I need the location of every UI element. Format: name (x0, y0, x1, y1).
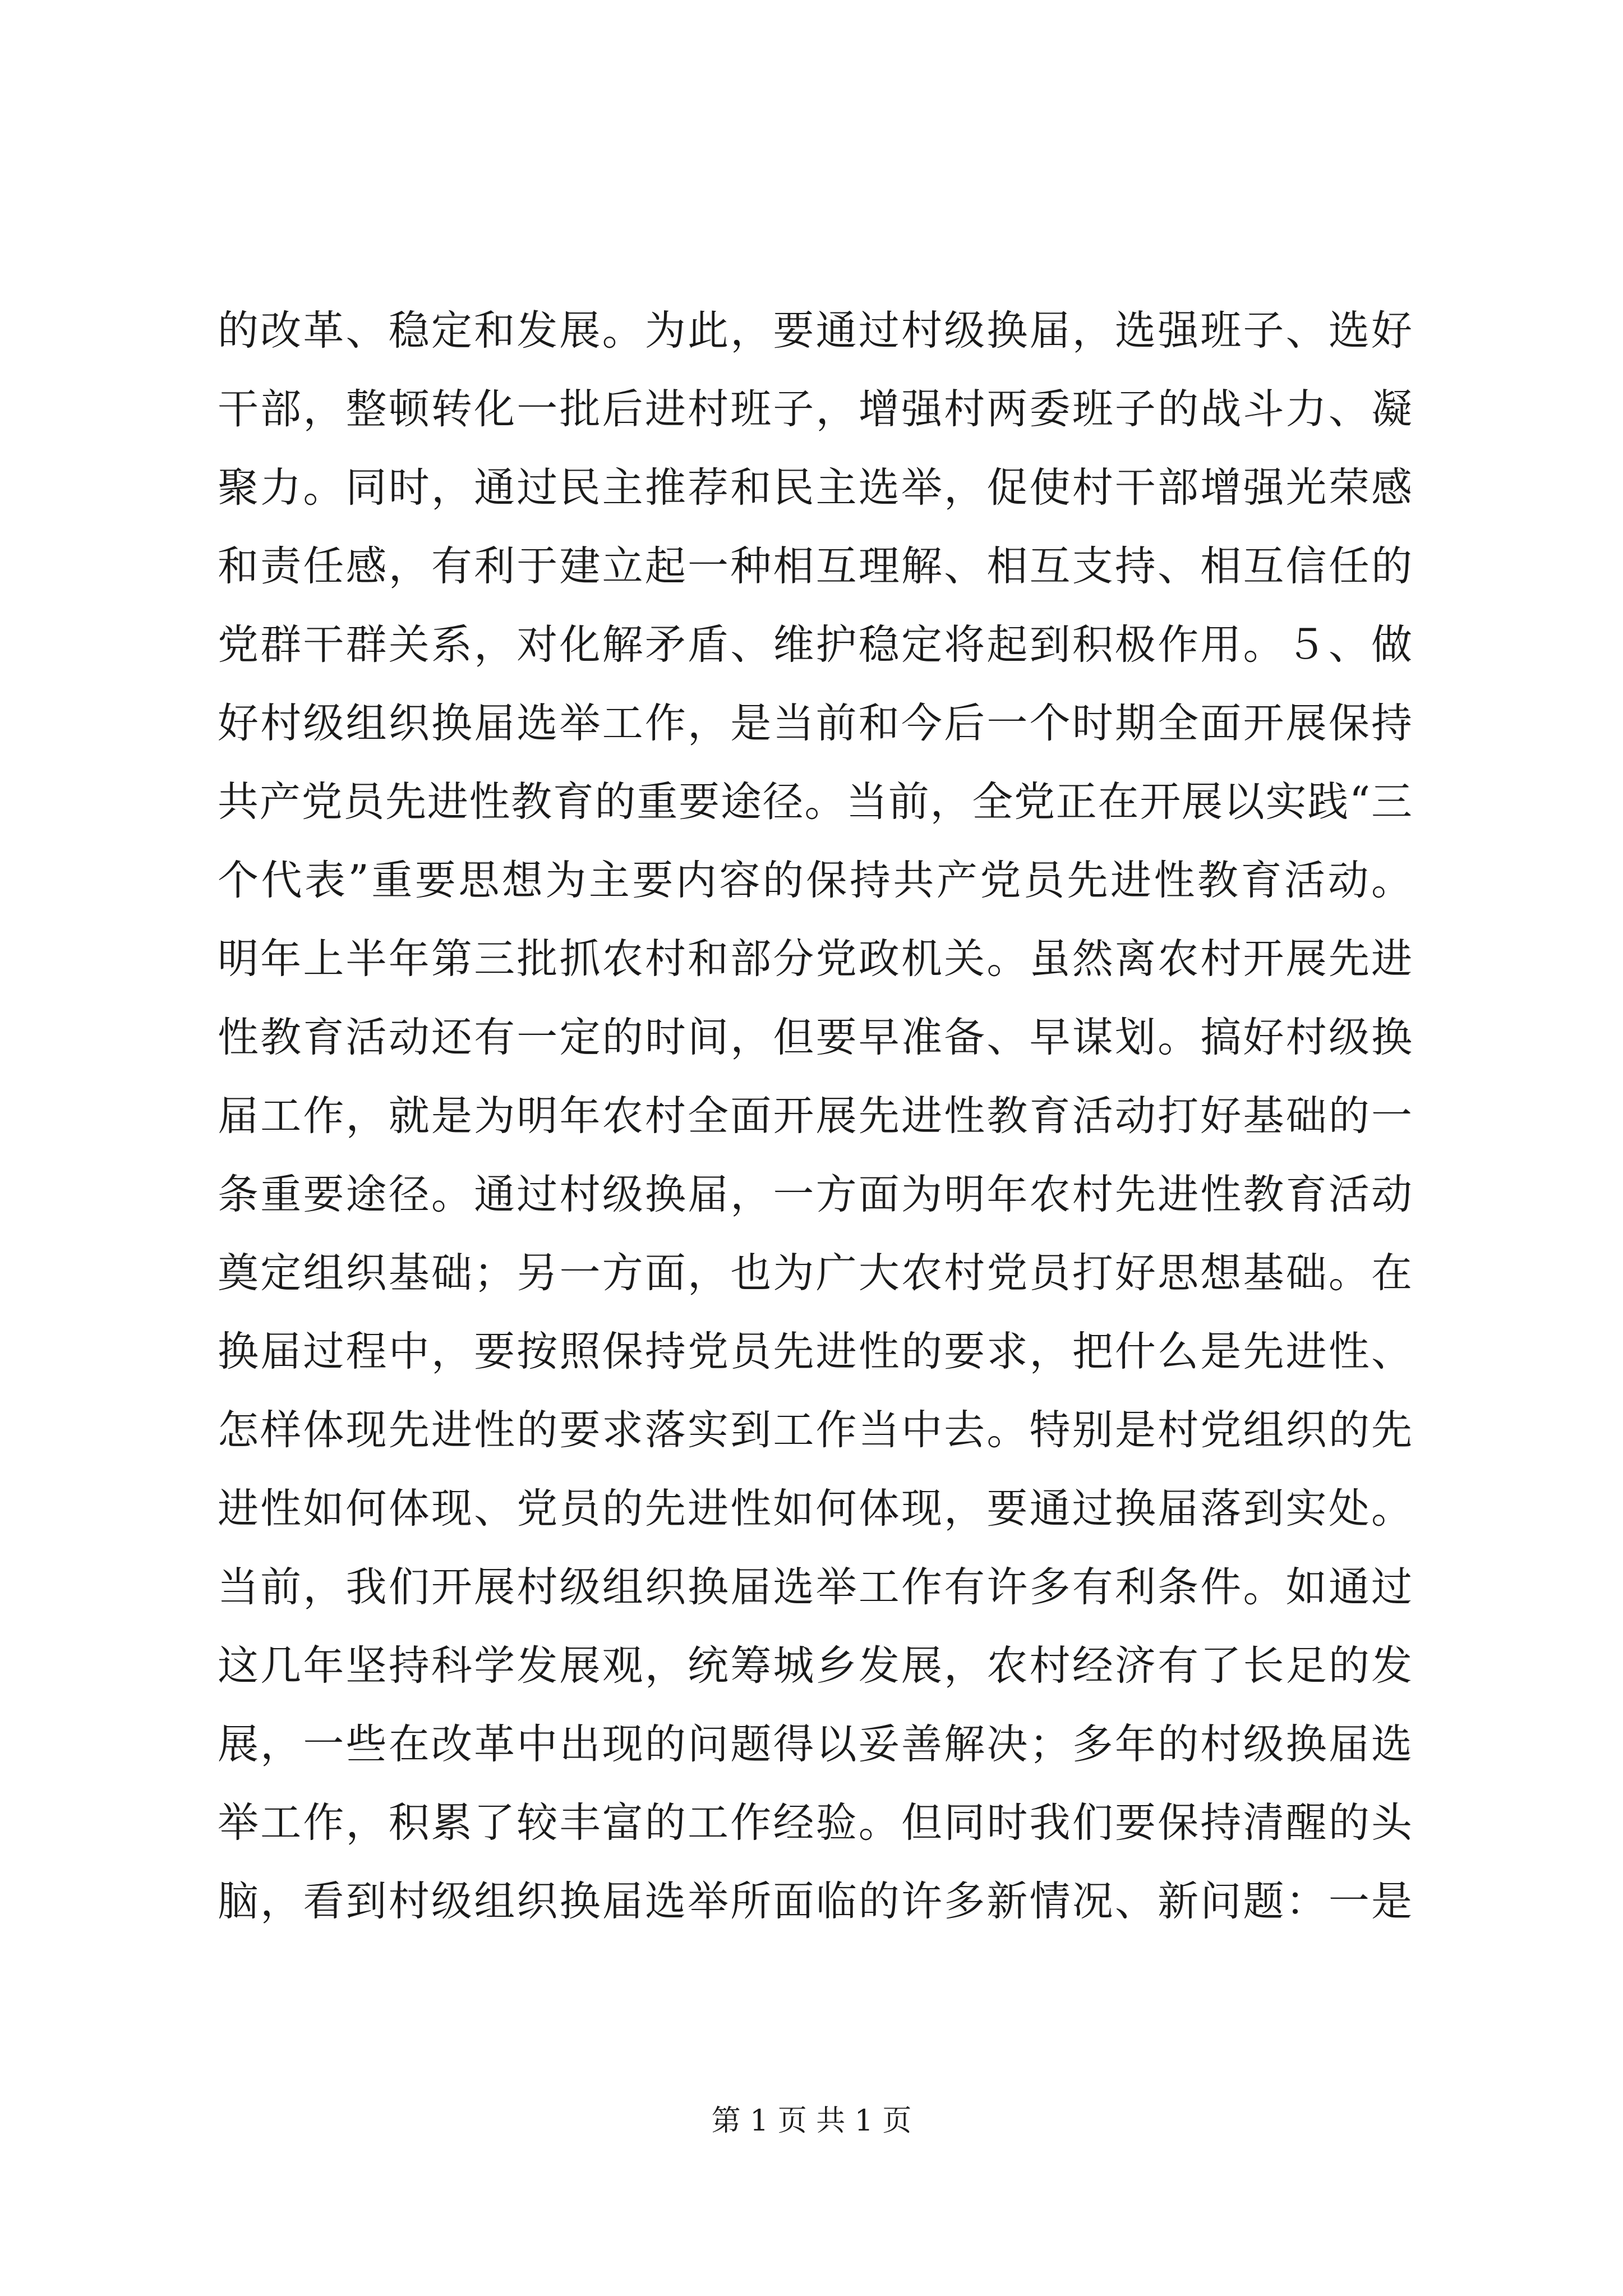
text-line: 换届过程中，要按照保持党员先进性的要求，把什么是先进性、 (218, 1328, 1412, 1375)
text-line: 个代表”重要思想为主要内容的保持共产党员先进性教育活动。 (218, 857, 1412, 904)
text-line: 举工作，积累了较丰富的工作经验。但同时我们要保持清醒的头 (218, 1799, 1412, 1847)
text-line: 聚力。同时，通过民主推荐和民主选举，促使村干部增强光荣感 (218, 464, 1412, 512)
text-line: 共产党员先进性教育的重要途径。当前，全党正在开展以实践“三 (218, 778, 1412, 826)
text-line: 党群干群关系，对化解矛盾、维护稳定将起到积极作用。５、做 (218, 621, 1412, 669)
text-line: 奠定组织基础；另一方面，也为广大农村党员打好思想基础。在 (218, 1249, 1412, 1297)
page-footer (0, 2101, 1623, 2141)
text-line: 明年上半年第三批抓农村和部分党政机关。虽然离农村开展先进 (218, 935, 1412, 983)
text-line: 当前，我们开展村级组织换届选举工作有许多有利条件。如通过 (218, 1563, 1412, 1611)
text-line: 进性如何体现、党员的先进性如何体现，要通过换届落到实处。 (218, 1485, 1412, 1533)
text-line: 性教育活动还有一定的时间，但要早准备、早谋划。搞好村级换 (218, 1014, 1412, 1061)
text-line: 怎样体现先进性的要求落实到工作当中去。特别是村党组织的先 (218, 1406, 1412, 1454)
text-line: 的改革、稳定和发展。为此，要通过村级换届，选强班子、选好 (218, 307, 1412, 355)
text-line: 干部，整顿转化一批后进村班子，增强村两委班子的战斗力、凝 (218, 385, 1412, 433)
page-number-label: 第 1 页 共 1 页 (711, 2104, 912, 2138)
text-line: 这几年坚持科学发展观，统筹城乡发展，农村经济有了长足的发 (218, 1642, 1412, 1690)
text-line: 和责任感，有利于建立起一种相互理解、相互支持、相互信任的 (218, 542, 1412, 590)
body-text (218, 292, 1412, 1941)
text-line: 届工作，就是为明年农村全面开展先进性教育活动打好基础的一 (218, 1092, 1412, 1140)
text-line: 展，一些在改革中出现的问题得以妥善解决；多年的村级换届选 (218, 1720, 1412, 1768)
text-line: 条重要途径。通过村级换届，一方面为明年农村先进性教育活动 (218, 1171, 1412, 1218)
text-line: 脑，看到村级组织换届选举所面临的许多新情况、新问题：一是 (218, 1878, 1412, 1925)
text-line: 好村级组织换届选举工作，是当前和今后一个时期全面开展保持 (218, 700, 1412, 747)
